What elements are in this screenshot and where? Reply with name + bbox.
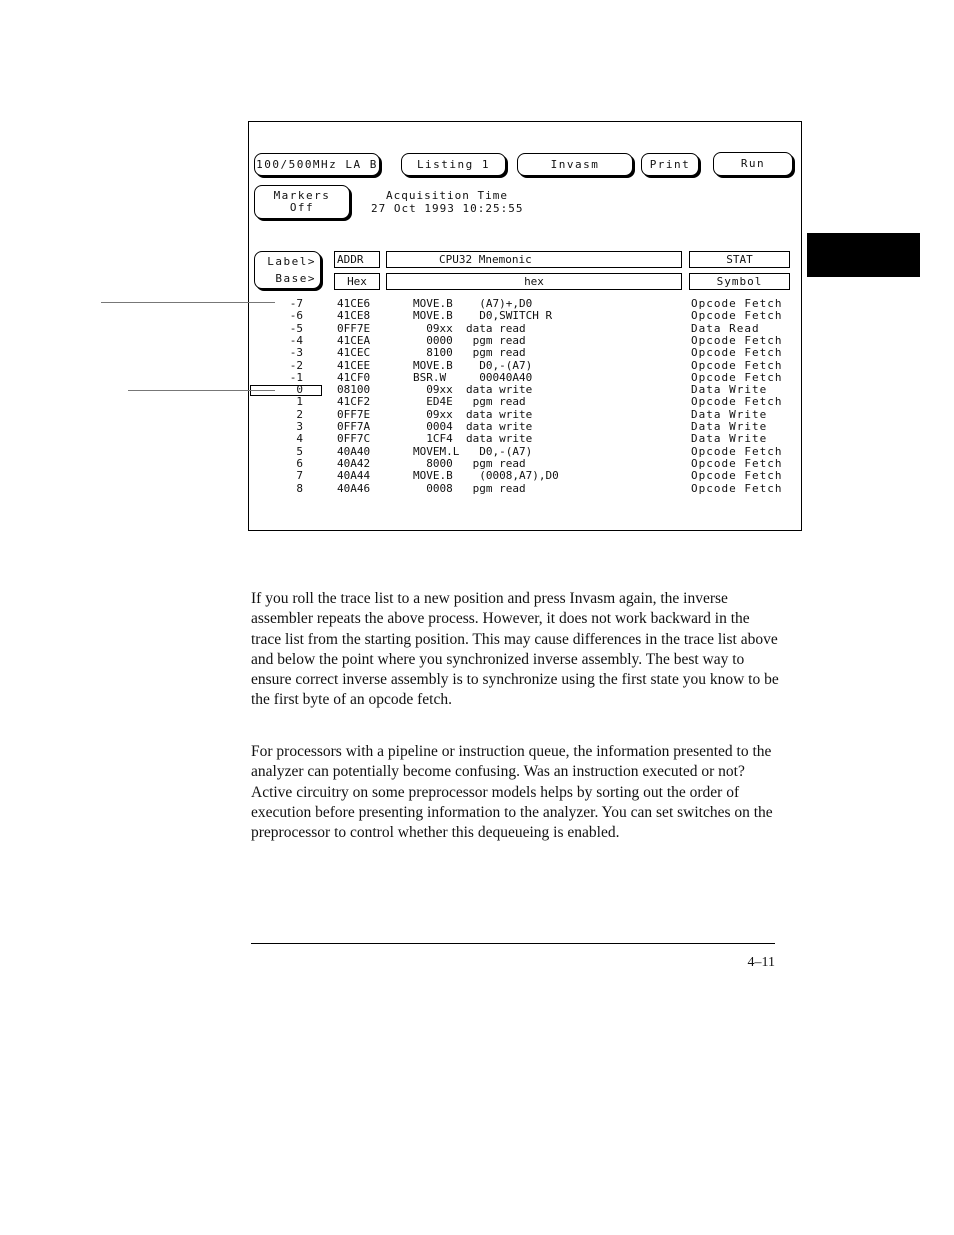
state-cell: 8 <box>296 481 303 495</box>
state-cell: -7 <box>289 297 303 310</box>
state-cell: 0 <box>296 383 303 397</box>
table-row[interactable] <box>249 483 803 495</box>
state-cell: 4 <box>296 432 303 446</box>
stat-cell: Data Write <box>691 432 768 446</box>
stat-cell: Opcode Fetch <box>691 297 783 310</box>
addr-cell: 40A40 <box>337 444 371 458</box>
stat-cell: Data Write <box>691 420 768 433</box>
paragraph-1: If you roll the trace list to a new position and press Invasm again, the inverse assembler repeats the above process. However, it does not work backward in the trace list from the starting position. This may cause differences in the trace list above and below the point where you synchronized inverse assembly. The best way to ensure correct inverse assembly is to synchronize using the first state you know to be the first byte of an opcode fetch. <box>251 590 779 709</box>
mnemonic-cell: MOVE.B D0,SWITCH R <box>413 309 553 323</box>
stat-cell: Opcode Fetch <box>691 456 783 470</box>
stat-cell: Data Read <box>691 321 760 335</box>
stat-cell: Opcode Fetch <box>691 309 783 323</box>
table-row[interactable] <box>249 433 803 445</box>
stat-cell: Opcode Fetch <box>691 469 783 483</box>
mnemonic-cell: MOVE.B (A7)+,D0 <box>413 297 533 310</box>
table-row[interactable] <box>249 360 803 372</box>
mnemonic-cell: MOVEM.L D0,-(A7) <box>413 444 533 458</box>
table-row[interactable] <box>249 347 803 359</box>
mnemonic-cell: 0008 pgm read <box>413 481 526 495</box>
stat-cell: Opcode Fetch <box>691 358 783 372</box>
state-cell: 7 <box>296 469 303 483</box>
chapter-tab <box>807 233 920 277</box>
addr-cell: 41CF2 <box>337 395 371 409</box>
mnemonic-base-field[interactable]: hex <box>386 273 682 290</box>
mnemonic-cell: MOVE.B (0008,A7),D0 <box>413 469 559 483</box>
stat-cell: Data Write <box>691 383 768 397</box>
stat-cell: Opcode Fetch <box>691 481 783 495</box>
addr-cell: 0FF7A <box>337 420 371 433</box>
addr-cell: 40A42 <box>337 456 371 470</box>
mnemonic-cell: 09xx data write <box>413 383 533 397</box>
mnemonic-label-field[interactable]: CPU32 Mnemonic <box>386 251 682 268</box>
addr-cell: 41CEE <box>337 358 371 372</box>
addr-cell: 41CEA <box>337 333 371 347</box>
state-cell: -4 <box>289 333 303 347</box>
addr-cell: 0FF7E <box>337 407 371 421</box>
addr-cell: 40A46 <box>337 481 371 495</box>
addr-base-field[interactable]: Hex <box>334 273 380 290</box>
mnemonic-cell: 09xx data read <box>413 321 526 335</box>
paragraph-2: For processors with a pipeline or instruction queue, the information presented to the analyzer can potentially become confusing. Was an instruction executed or not? Active circuitry on some preprocessor models helps by sorting out the order of execution before presenting information to the analyzer. You can set switches on the preprocessor to control whether this dequeueing is enabled. <box>251 743 773 842</box>
addr-cell: 41CE6 <box>337 297 371 310</box>
addr-label-field[interactable]: ADDR <box>334 251 380 268</box>
mnemonic-cell: BSR.W 00040A40 <box>413 370 533 384</box>
markers-label: Markers <box>273 189 331 202</box>
mnemonic-cell: 09xx data write <box>413 407 533 421</box>
mnemonic-cell: 8000 pgm read <box>413 456 526 470</box>
markers-button[interactable] <box>254 185 350 219</box>
analyzer-screen <box>248 121 802 531</box>
state-cell: 1 <box>296 395 303 409</box>
state-cell: -2 <box>289 358 303 372</box>
mnemonic-cell: 0000 pgm read <box>413 333 526 347</box>
addr-cell: 0FF7E <box>337 321 371 335</box>
page-number: 4–11 <box>747 955 775 970</box>
base-button-text: Base> <box>275 272 316 285</box>
addr-cell: 41CEC <box>337 346 371 360</box>
stat-cell: Data Write <box>691 407 768 421</box>
markers-value: Off <box>289 201 315 214</box>
stat-base-field[interactable]: Symbol <box>689 273 790 290</box>
mnemonic-cell: 1CF4 data write <box>413 432 533 446</box>
analyzer-button[interactable]: 100/500MHz LA B <box>254 153 380 176</box>
mnemonic-cell: MOVE.B D0,-(A7) <box>413 358 533 372</box>
addr-cell: 0FF7C <box>337 432 371 446</box>
state-cell: 6 <box>296 456 303 470</box>
state-cell: -3 <box>289 346 303 360</box>
state-cell: -6 <box>289 309 303 323</box>
addr-cell: 40A44 <box>337 469 371 483</box>
mnemonic-cell: 0004 data write <box>413 420 533 433</box>
callout-line-sync <box>101 302 275 303</box>
stat-cell: Opcode Fetch <box>691 346 783 360</box>
invasm-button[interactable]: Invasm <box>517 153 633 176</box>
state-cell: -5 <box>289 321 303 335</box>
acquisition-datetime: 27 Oct 1993 10:25:55 <box>371 202 524 215</box>
mnemonic-cell: 8100 pgm read <box>413 346 526 360</box>
run-button[interactable]: Run <box>713 152 793 176</box>
label-base-button[interactable] <box>254 251 321 289</box>
stat-cell: Opcode Fetch <box>691 395 783 409</box>
addr-cell: 41CF0 <box>337 370 371 384</box>
mnemonic-cell: ED4E pgm read <box>413 395 526 409</box>
state-cell: 5 <box>296 444 303 458</box>
footer-rule <box>251 943 775 944</box>
addr-cell: 41CE8 <box>337 309 371 323</box>
state-cell: 2 <box>296 407 303 421</box>
print-button[interactable]: Print <box>641 153 699 176</box>
stat-label-field[interactable]: STAT <box>689 251 790 268</box>
table-row[interactable] <box>249 470 803 482</box>
state-cell: 3 <box>296 420 303 433</box>
table-row[interactable] <box>249 396 803 408</box>
stat-cell: Opcode Fetch <box>691 370 783 384</box>
callout-line-trigger <box>128 390 275 391</box>
acquisition-title: Acquisition Time <box>386 189 508 202</box>
table-row[interactable] <box>249 310 803 322</box>
stat-cell: Opcode Fetch <box>691 333 783 347</box>
addr-cell: 08100 <box>337 383 371 397</box>
state-cell: -1 <box>289 370 303 384</box>
label-button-text: Label> <box>267 255 316 268</box>
listing-button[interactable]: Listing 1 <box>401 153 506 176</box>
stat-cell: Opcode Fetch <box>691 444 783 458</box>
